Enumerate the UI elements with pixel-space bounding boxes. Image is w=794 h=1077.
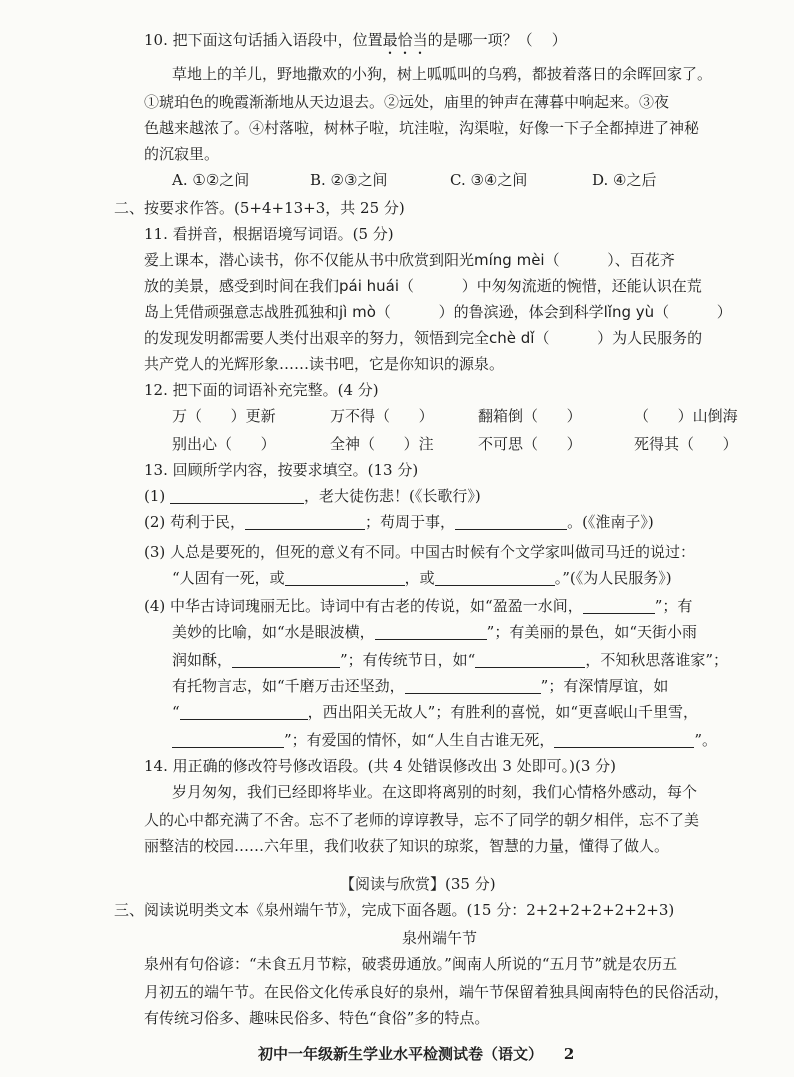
- q11-text: （ ）、百花齐: [544, 251, 675, 269]
- q13-item-3: [144, 541, 794, 563]
- q12-item: 全神（ ）注: [330, 435, 434, 453]
- q11-text: 岛上凭借顽强意志战胜孤独和: [144, 303, 340, 321]
- q11-title: 11. 看拼音，根据语境写词语。(5 分): [144, 225, 394, 243]
- q10-option-b: B. ②③之间: [310, 171, 388, 189]
- section-3-title: 三、阅读说明类文本《泉州端午节》，完成下面各题。(15 分：2+2+2+2+2+2+3): [114, 901, 675, 919]
- q10-para-line: 色越来越浓了。④村落啦，树林子啦，坑洼啦，沟渠啦，好像一下子全都掉进了神秘: [144, 119, 700, 137]
- answer-blank[interactable]: [405, 677, 541, 694]
- q14-para-line: 人的心中都充满了不舍。忘不了老师的谆谆教导，忘不了同学的朝夕相伴，忘不了美: [144, 811, 700, 829]
- answer-blank[interactable]: [455, 513, 567, 530]
- pinyin-paihuai: pái huái: [339, 277, 400, 295]
- q11-text: （ ）的鲁滨逊，体会到科学: [375, 303, 604, 321]
- q12-item: 翻箱倒（ ）: [478, 407, 582, 425]
- q11-text: （ ）: [654, 303, 732, 321]
- q10-option-d: D. ④之后: [592, 171, 657, 189]
- answer-blank[interactable]: [435, 569, 555, 586]
- q10-para-line: ①琥珀色的晚霞渐渐地从天边退去。②远处，庙里的钟声在薄暮中响起来。③夜: [144, 93, 670, 111]
- q13-text: ，西出阳关无故人”；有胜利的喜悦，如“更喜岷山千里雪，: [307, 703, 699, 721]
- q13-item-4-line-5: [172, 701, 794, 723]
- answer-blank[interactable]: [170, 487, 304, 504]
- q13-item-4-line-6: [172, 729, 794, 751]
- q12-item: 万（ ）更新: [172, 407, 276, 425]
- q10-prompt: [144, 29, 794, 58]
- q13-text: ，不知秋思落谁家”；: [585, 651, 729, 669]
- pinyin-mingmei: míng mèi: [474, 251, 545, 269]
- article-line: 月初五的端午节。在民俗文化传承良好的泉州，端午节保留着独具闽南特色的民俗活动，: [144, 983, 730, 1001]
- page-footer: [258, 1043, 794, 1065]
- q13-item-number: (3): [144, 543, 166, 561]
- q13-item-4-line-1: [144, 595, 794, 617]
- page-number: 2: [563, 1045, 575, 1063]
- q13-text: 有托物言志，如“千磨万击还坚劲，: [172, 677, 405, 695]
- q12-item: 不可思（ ）: [478, 435, 582, 453]
- q13-text: 润如酥，: [172, 651, 233, 669]
- article-line: 泉州有句俗谚：“未食五月节粽，破裘毋通放。”闽南人所说的“五月节”就是农历五: [144, 955, 678, 973]
- q12-item: （ ）山倒海: [634, 407, 738, 425]
- footer-text: 初中一年级新生学业水平检测试卷（语文）: [258, 1045, 544, 1063]
- q13-text: ”；有: [654, 597, 693, 615]
- q13-item-4-line-2: [172, 621, 794, 643]
- q13-item-number: (2): [144, 513, 166, 531]
- q13-item-3-quote: [172, 567, 794, 589]
- article-line: 有传统习俗多、趣味民俗多、特色“食俗”多的特点。: [144, 1009, 490, 1027]
- q11-line-4: [144, 327, 794, 349]
- q11-text: 爱上课本，潜心读书，你不仅能从书中欣赏到阳光: [144, 251, 475, 269]
- q10-para-line: 草地上的羊儿，野地撒欢的小狗，树上呱呱叫的乌鸦，都披着落日的余晖回家了。: [172, 65, 713, 83]
- q13-item-number: (4): [144, 597, 166, 615]
- q10-prompt-b: 的是哪一项？（ ）: [427, 31, 567, 49]
- answer-blank[interactable]: [375, 623, 487, 640]
- q13-text: 苟利于民，: [170, 513, 246, 531]
- q13-text: 美妙的比喻，如“水是眼波横，: [172, 623, 375, 641]
- q13-text: 。”(《为人民服务》): [554, 569, 672, 587]
- answer-blank[interactable]: [172, 731, 284, 748]
- pinyin-lingyu: lǐng yù: [603, 303, 655, 321]
- answer-blank[interactable]: [583, 597, 655, 614]
- q13-text: ；苟周于事，: [365, 513, 456, 531]
- q13-text: ，老大徒伤悲！(《长歌行》): [304, 487, 481, 505]
- q13-title: 13. 回顾所学内容，按要求填空。(13 分): [144, 461, 419, 479]
- q14-para-line: 丽整洁的校园……六年里，我们收获了知识的琼浆，智慧的力量，懂得了做人。: [144, 837, 670, 855]
- q14-para-line: 岁月匆匆，我们已经即将毕业。在这即将离别的时刻，我们心情格外感动，每个: [172, 783, 698, 801]
- q11-text: （ ）中匆匆流逝的惋惜，还能认识在荒: [399, 277, 702, 295]
- q13-text: “: [172, 703, 180, 721]
- q13-text: 。(《淮南子》): [567, 513, 654, 531]
- answer-blank[interactable]: [180, 703, 308, 720]
- pinyin-jimo: jì mò: [339, 303, 376, 321]
- q13-item-4-line-3: [172, 649, 794, 671]
- q13-item-2: [144, 511, 794, 533]
- q12-item: 死得其（ ）: [634, 435, 738, 453]
- q13-text: ”；有爱国的情怀，如“人生自古谁无死，: [284, 731, 555, 749]
- q14-title: 14. 用正确的修改符号修改语段。(共 4 处错误修改出 3 处即可。)(3 分): [144, 757, 617, 775]
- q10-para-line: 的沉寂里。: [144, 145, 220, 163]
- q13-text: ”；有美丽的景色，如“天街小雨: [486, 623, 698, 641]
- q13-text: ”；有深情厚谊，如: [540, 677, 669, 695]
- answer-blank[interactable]: [554, 731, 694, 748]
- q13-item-number: (1): [144, 487, 166, 505]
- q10-option-a: A. ①②之间: [172, 171, 250, 189]
- q13-text: “人固有一死，或: [172, 569, 285, 587]
- q13-item-1: [144, 485, 794, 507]
- q10-prompt-emphasis: 最恰当: [382, 31, 428, 49]
- q12-item: 别出心（ ）: [172, 435, 276, 453]
- answer-blank[interactable]: [285, 569, 405, 586]
- q11-line-1: [144, 249, 794, 271]
- answer-blank[interactable]: [232, 651, 340, 668]
- q10-option-c: C. ③④之间: [450, 171, 528, 189]
- q11-text: 放的美景，感受到时间在我们: [144, 277, 340, 295]
- q13-text: 中华古诗词瑰丽无比。诗词中有古老的传说，如“盈盈一水间，: [170, 597, 583, 615]
- q12-item: 万不得（ ）: [330, 407, 434, 425]
- q13-item-4-line-4: [172, 675, 794, 697]
- reading-header: 【阅读与欣赏】(35 分): [340, 875, 496, 893]
- pinyin-chedi: chè dǐ: [489, 329, 535, 347]
- q13-text: 人总是要死的，但死的意义有不同。中国古时候有个文学家叫做司马迁的说过：: [170, 543, 696, 561]
- answer-blank[interactable]: [245, 513, 365, 530]
- q11-line-3: [144, 301, 794, 323]
- article-title: 泉州端午节: [402, 929, 478, 947]
- answer-blank[interactable]: [475, 651, 585, 668]
- q11-line-2: [144, 275, 794, 297]
- q13-text: ”。: [694, 731, 718, 749]
- q13-text: ”；有传统节日，如“: [340, 651, 476, 669]
- q11-text: （ ）为人民服务的: [534, 329, 703, 347]
- q11-text: 的发现发明都需要人类付出艰辛的努力，领悟到完全: [144, 329, 490, 347]
- section-2-title: 二、按要求作答。(5+4+13+3，共 25 分): [114, 199, 405, 217]
- q12-title: 12. 把下面的词语补充完整。(4 分): [144, 381, 379, 399]
- q13-text: ，或: [404, 569, 435, 587]
- q10-prompt-a: 10. 把下面这句话插入语段中，位置: [144, 31, 383, 49]
- q11-line-5: 共产党人的光辉形象……读书吧，它是你知识的源泉。: [144, 355, 505, 373]
